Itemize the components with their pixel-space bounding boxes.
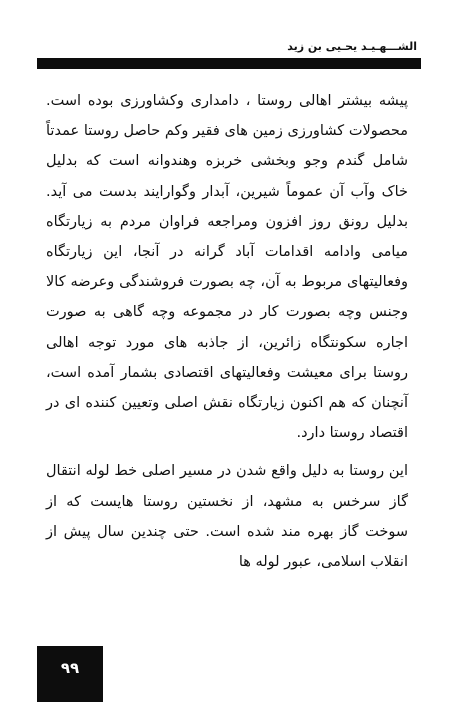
- running-header-title: الشـــهـيـد يحـيى بن زيد: [287, 40, 417, 53]
- paragraph-2: این روستا به دلیل واقع شدن در مسیر اصلی خط لوله انتقال گاز سرخس به مشهد، از نخستین روستا هایست که از سوخت گاز بهره مند شده است. حتی چندین سال پیش از انقلاب اسلامی، عبور لوله ها: [46, 463, 408, 571]
- page-body: [46, 86, 408, 577]
- paragraph-1: پیشه بیشتر اهالی روستا ، دامداری وکشاورزی بوده است. محصولات کشاورزی زمین های فقیر وکم حاصل روستا عمدتاً شامل گندم وجو وبخشی خربزه وهندوانه است که بدلیل خاک وآب آن عموماً شیرین، آبدار وگوارایند بدست می آید. بدلیل رونق روز افزون ومراجعه فراوان مردم به زیارتگاه میامی وادامه اقدامات آباد گرانه در آنجا، این زیارتگاه وفعالیتهای مربوط به آن، چه بصورت فروشندگی وعرضه کالا وجنس وچه بصورت کار در مجموعه وچه گاهی به صورت اجاره سکونتگاه زائرین، از جاذبه های مورد توجه اهالی روستا برای معیشت وفعالیتهای اقتصادی بشمار آمده است، آنچنان که هم اکنون زیارتگاه نقش اصلی وتعیین کننده ای در اقتصاد روستا دارد.: [46, 93, 408, 442]
- page-number: ۹۹: [37, 646, 103, 702]
- header-rule: [37, 58, 421, 69]
